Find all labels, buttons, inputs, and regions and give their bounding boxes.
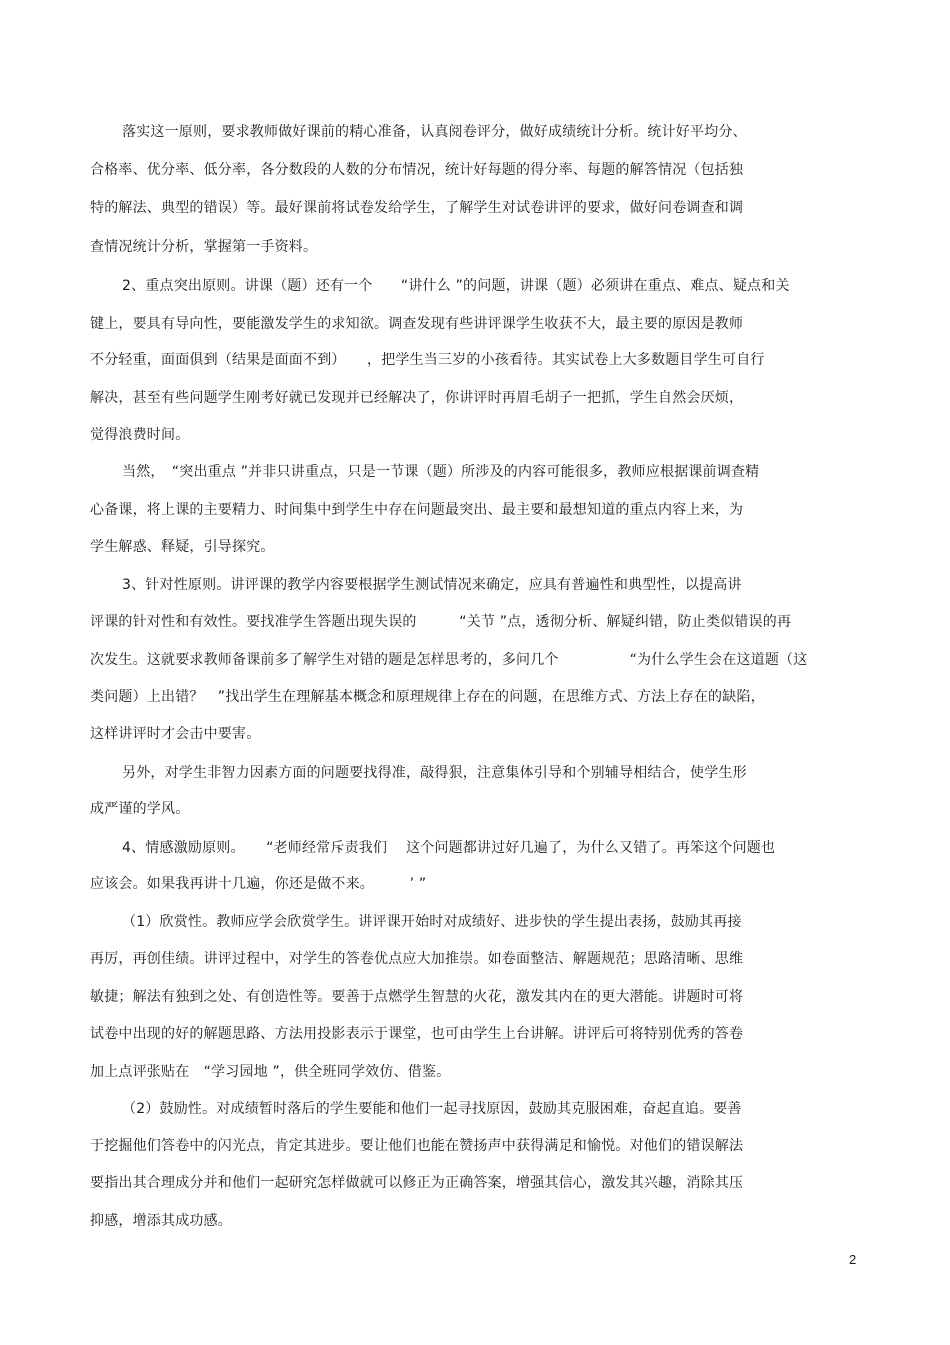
paragraph-2-line-4: 解决，甚至有些问题学生刚考好就已发现并已经解决了，你讲评时再眉毛胡子一把抓，学生自然会厌烦， — [90, 390, 744, 406]
paragraph-1-line-2: 合格率、优分率、低分率，各分数段的人数的分布情况，统计好每题的得分率、每题的解答情况（包括独 — [90, 162, 744, 178]
page-number: 2 — [849, 1252, 857, 1267]
paragraph-4-line-2: 评课的针对性和有效性。要找准学生答题出现失误的 “关节 ”点，透彻分析、解疑纠错，防止类似错误的再 — [90, 614, 792, 630]
paragraph-1-line-3: 特的解法、典型的错误）等。最好课前将试卷发给学生，了解学生对试卷讲评的要求，做好问卷调查和调 — [90, 200, 744, 216]
paragraph-3-line-2: 心备课，将上课的主要精力、时间集中到学生中存在问题最突出、最主要和最想知道的重点内容上来，为 — [90, 502, 744, 518]
paragraph-5-line-2: 成严谨的学风。 — [90, 801, 190, 817]
paragraph-2-line-1: 2、重点突出原则。讲课（题）还有一个 “讲什么 ”的问题，讲课（题）必须讲在重点、难点、疑点和关 — [122, 278, 790, 294]
paragraph-4-line-3: 次发生。这就要求教师备课前多了解学生对错的题是怎样思考的，多问几个 “为什么学生会在这道题（这 — [90, 652, 808, 668]
paragraph-5-line-1: 另外，对学生非智力因素方面的问题要找得准，敲得狠，注意集体引导和个别辅导相结合，使学生形 — [122, 765, 747, 781]
paragraph-6-line-2: 应该会。如果我再讲十几遍，你还是做不来。 ’ ” — [90, 876, 427, 892]
paragraph-6-line-1: 4、情感激励原则。 “老师经常斥责我们 这个问题都讲过好几遍了，为什么又错了。再笨这个问题也 — [122, 840, 776, 856]
paragraph-7-line-3: 敏捷；解法有独到之处、有创造性等。要善于点燃学生智慧的火花，激发其内在的更大潜能。讲题时可将 — [90, 989, 744, 1005]
paragraph-4-line-4: 类问题）上出错？ ”找出学生在理解基本概念和原理规律上存在的问题，在思维方式、方法上存在的缺陷， — [90, 689, 765, 705]
paragraph-3-line-3: 学生解惑、释疑，引导探究。 — [90, 539, 275, 555]
paragraph-7-line-2: 再厉，再创佳绩。讲评过程中，对学生的答卷优点应大加推崇。如卷面整洁、解题规范；思路清晰、思维 — [90, 951, 744, 967]
paragraph-4-line-5: 这样讲评时才会击中要害。 — [90, 726, 261, 742]
paragraph-8-line-3: 要指出其合理成分并和他们一起研究怎样做就可以修正为正确答案，增强其信心，激发其兴趣，消除其压 — [90, 1175, 744, 1191]
paragraph-2-line-3: 不分轻重，面面俱到（结果是面面不到） ，把学生当三岁的小孩看待。其实试卷上大多数题目学生可自行 — [90, 352, 765, 368]
paragraph-2-line-2: 键上，要具有导向性，要能激发学生的求知欲。调查发现有些讲评课学生收获不大，最主要的原因是教师 — [90, 316, 744, 332]
paragraph-2-line-5: 觉得浪费时间。 — [90, 427, 190, 443]
paragraph-7-line-4: 试卷中出现的好的解题思路、方法用投影表示于课堂，也可由学生上台讲解。讲评后可将特别优秀的答卷 — [90, 1026, 744, 1042]
paragraph-4-line-1: 3、针对性原则。讲评课的教学内容要根据学生测试情况来确定，应具有普遍性和典型性，以提高讲 — [122, 577, 742, 593]
paragraph-3-line-1: 当然， “突出重点 ”并非只讲重点，只是一节课（题）所涉及的内容可能很多，教师应根据课前调查精 — [122, 464, 760, 480]
paragraph-8-line-4: 抑感，增添其成功感。 — [90, 1213, 232, 1229]
paragraph-8-line-2: 于挖掘他们答卷中的闪光点，肯定其进步。要让他们也能在赞扬声中获得满足和愉悦。对他们的错误解法 — [90, 1138, 744, 1154]
paragraph-1-line-1: 落实这一原则，要求教师做好课前的精心准备，认真阅卷评分，做好成绩统计分析。统计好平均分、 — [122, 124, 747, 140]
paragraph-1-line-4: 查情况统计分析，掌握第一手资料。 — [90, 239, 318, 255]
paragraph-7-line-5: 加上点评张贴在 “学习园地 ”，供全班同学效仿、借鉴。 — [90, 1064, 451, 1080]
paragraph-8-line-1: （2）鼓励性。对成绩暂时落后的学生要能和他们一起寻找原因，鼓励其克服困难，奋起直追。要善 — [122, 1101, 742, 1117]
paragraph-7-line-1: （1）欣赏性。教师应学会欣赏学生。讲评课开始时对成绩好、进步快的学生提出表扬，鼓励其再接 — [122, 914, 742, 930]
